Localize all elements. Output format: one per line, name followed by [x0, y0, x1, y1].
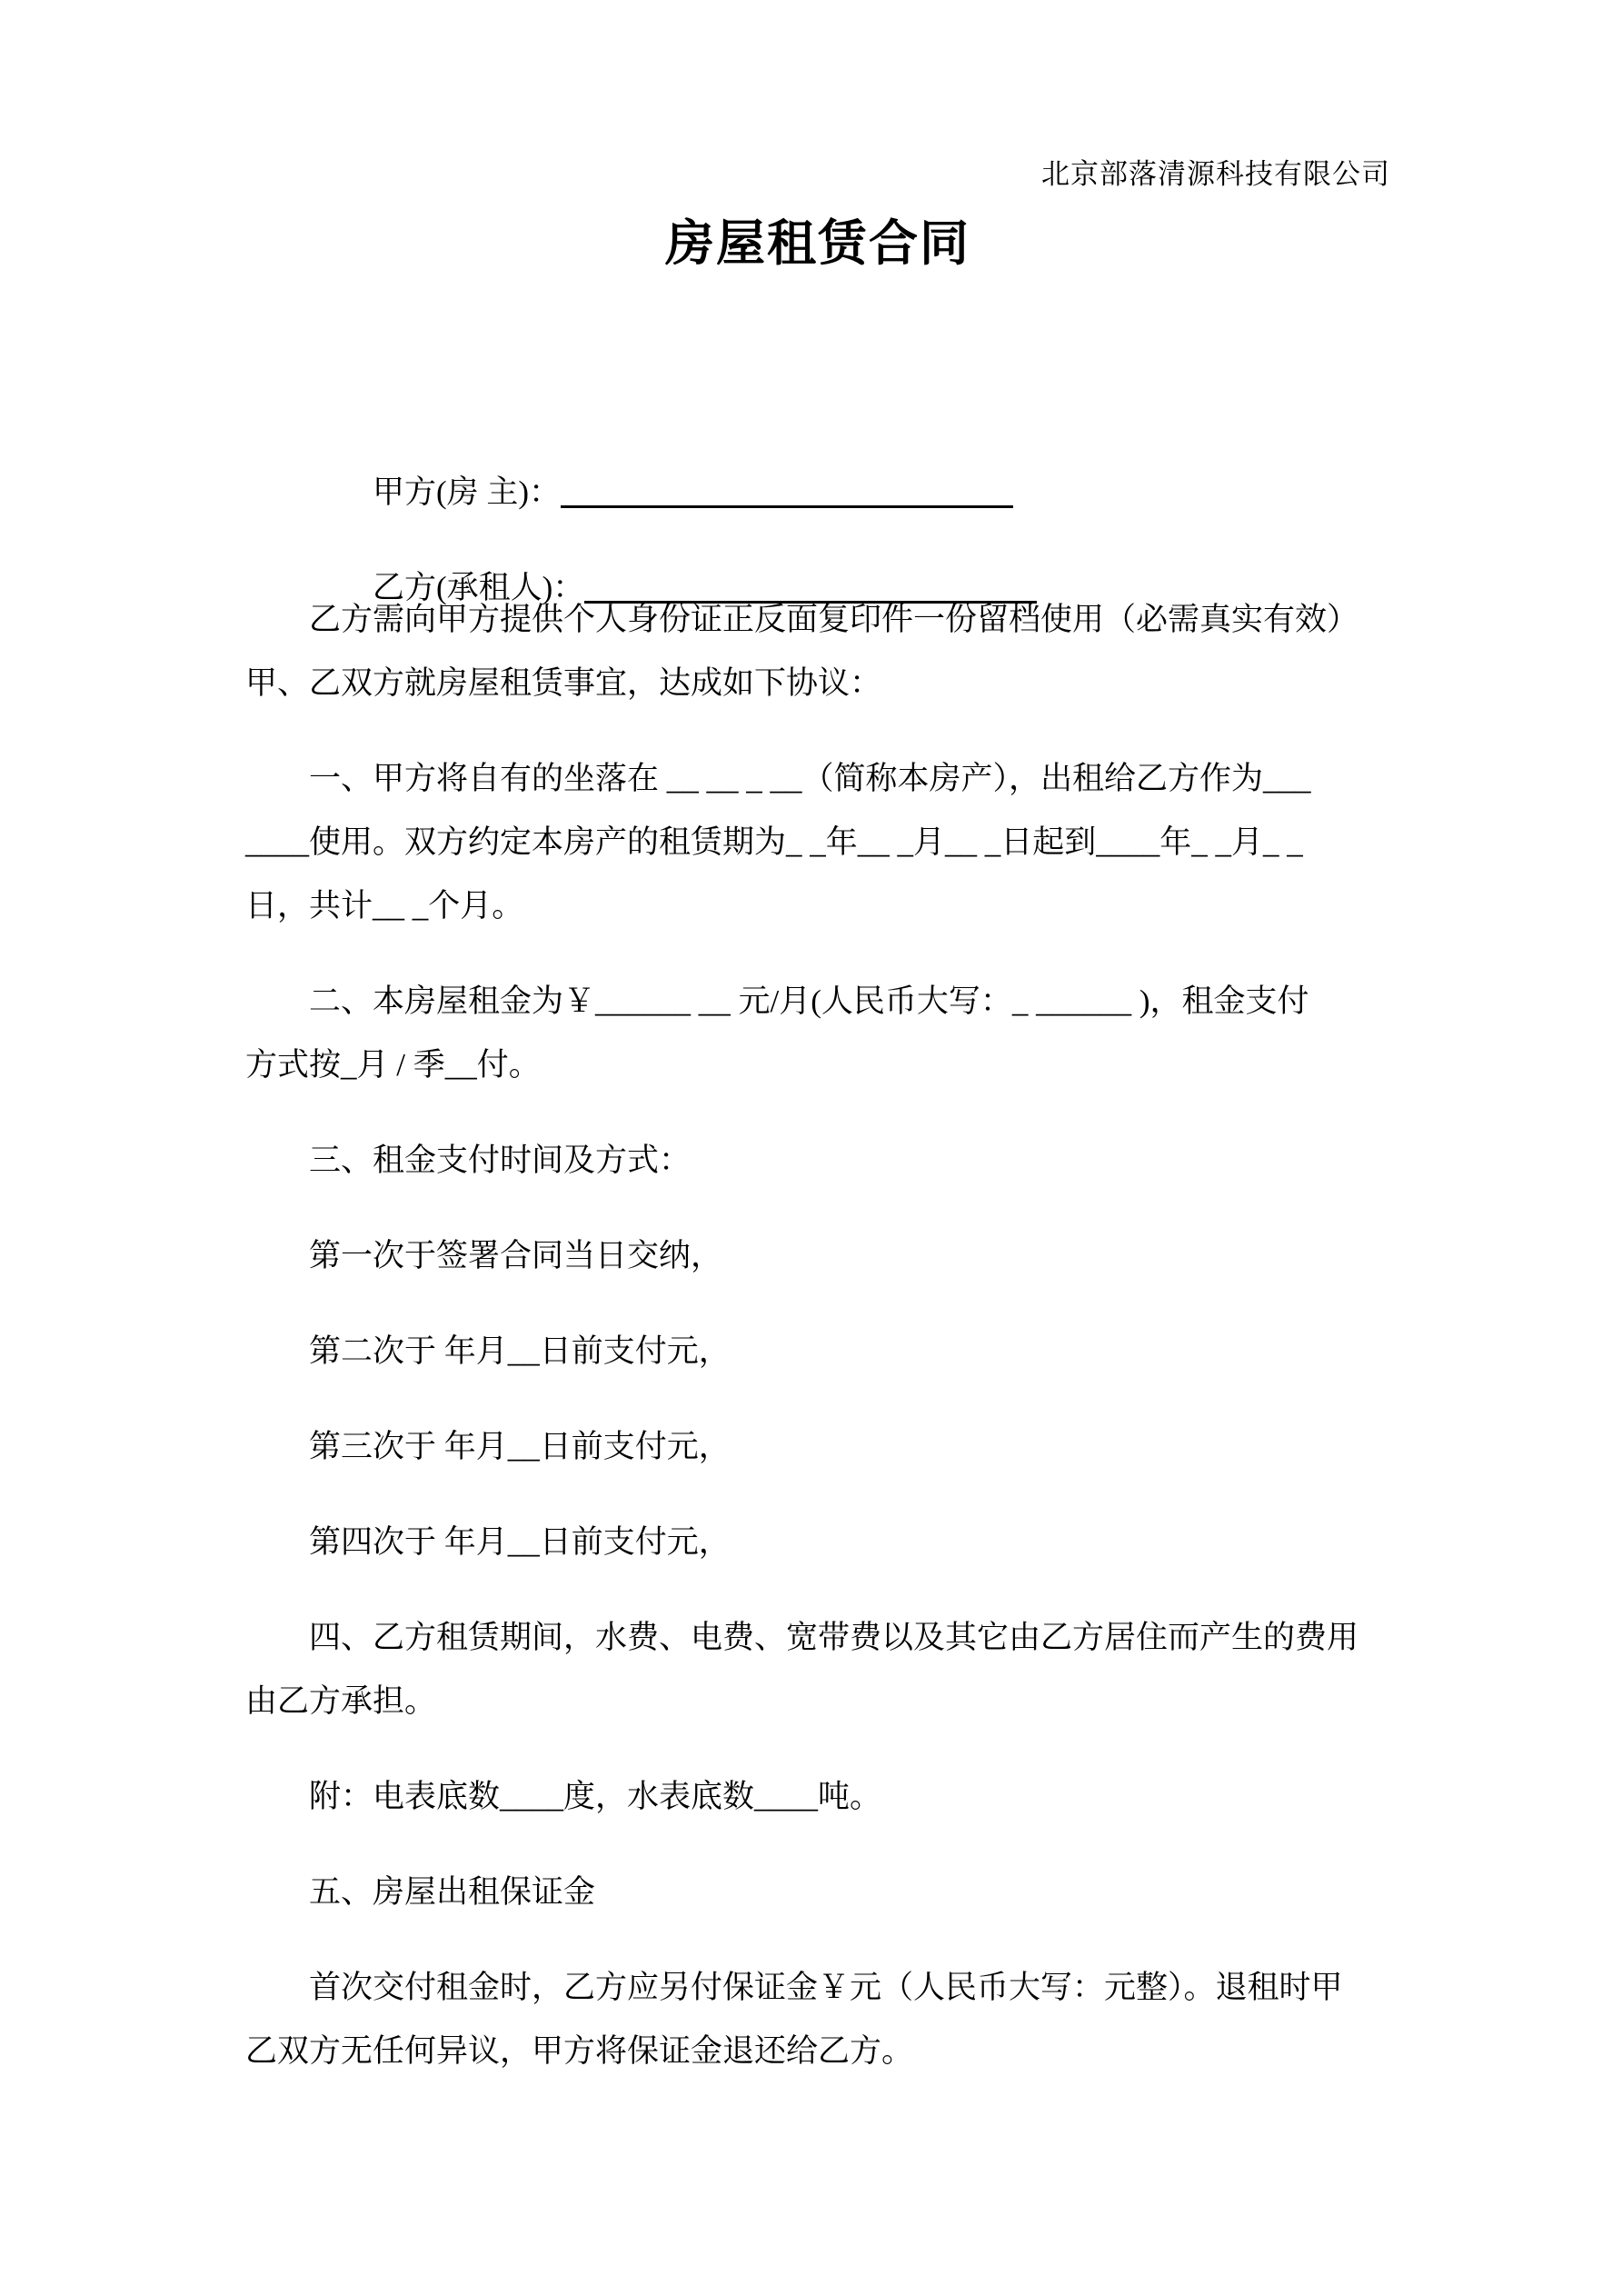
clause-5-line-1: 五、房屋出租保证金	[309, 1874, 596, 1910]
clause-4-line-1: 四、乙方租赁期间，水费、电费、宽带费以及其它由乙方居住而产生的费用	[309, 1620, 1359, 1655]
clause-4-line-2: 由乙方承担。	[245, 1683, 437, 1719]
intro-paragraph	[245, 588, 1390, 715]
clause-1-line-3: 日，共计__ _个月。	[245, 888, 524, 923]
meter-note-line-1: 附：电表底数____度，水表底数____吨。	[309, 1779, 882, 1814]
contract-content	[245, 0, 1390, 2115]
meter-note	[245, 1765, 1390, 1829]
clause-1-line-1: 一、甲方将自有的坐落在 __ __ _ __（简称本房产），出租给乙方作为___	[309, 761, 1311, 796]
clause-2-line-1: 二、本房屋租金为￥______ __ 元/月(人民币大写：_ ______ )，租金支付	[309, 983, 1309, 1019]
party-a-name-blank	[561, 505, 1013, 508]
deposit-line-1: 首次交付租金时，乙方应另付保证金￥元（人民币大写：元整）。退租时甲	[309, 1970, 1343, 2005]
clause-3-line-1: 三、租金支付时间及方式：	[309, 1143, 692, 1178]
intro-line-2: 甲、乙双方就房屋租赁事宜，达成如下协议：	[245, 665, 882, 701]
payment-4-line-1: 第四次于 年月__日前支付元，	[309, 1524, 731, 1560]
clause-1	[245, 747, 1390, 938]
company-header: 北京部落清源科技有限公司	[1041, 158, 1390, 190]
payment-3	[245, 1415, 1390, 1479]
deposit-paragraph	[245, 1956, 1390, 2083]
contract-body	[245, 397, 1390, 2083]
party-a-row	[245, 397, 1390, 510]
clause-1-line-2: ____使用。双方约定本房产的租赁期为_ _年__ _月__ _日起到____年_ _月_ _	[245, 824, 1303, 860]
payment-1-line-1: 第一次于签署合同当日交纳，	[309, 1238, 723, 1273]
clause-3	[245, 1129, 1390, 1193]
clause-5	[245, 1861, 1390, 1924]
clause-2-line-2: 方式按_月 / 季__付。	[245, 1047, 541, 1083]
payment-2	[245, 1320, 1390, 1383]
payment-1	[245, 1224, 1390, 1288]
clause-2	[245, 970, 1390, 1097]
document-title: 房屋租赁合同	[665, 216, 970, 271]
intro-line-1: 乙方需向甲方提供个人身份证正反面复印件一份留档使用（必需真实有效）	[309, 602, 1359, 637]
deposit-line-2: 乙双方无任何异议，甲方将保证金退还给乙方。	[245, 2033, 914, 2069]
payment-2-line-1: 第二次于 年月__日前支付元，	[309, 1333, 731, 1369]
payment-4	[245, 1511, 1390, 1574]
party-a-label: 甲方(房 主)：	[373, 474, 562, 510]
party-b-label: 乙方(承租人)：	[373, 570, 585, 605]
payment-3-line-1: 第三次于 年月__日前支付元，	[309, 1429, 731, 1464]
clause-4	[245, 1606, 1390, 1733]
